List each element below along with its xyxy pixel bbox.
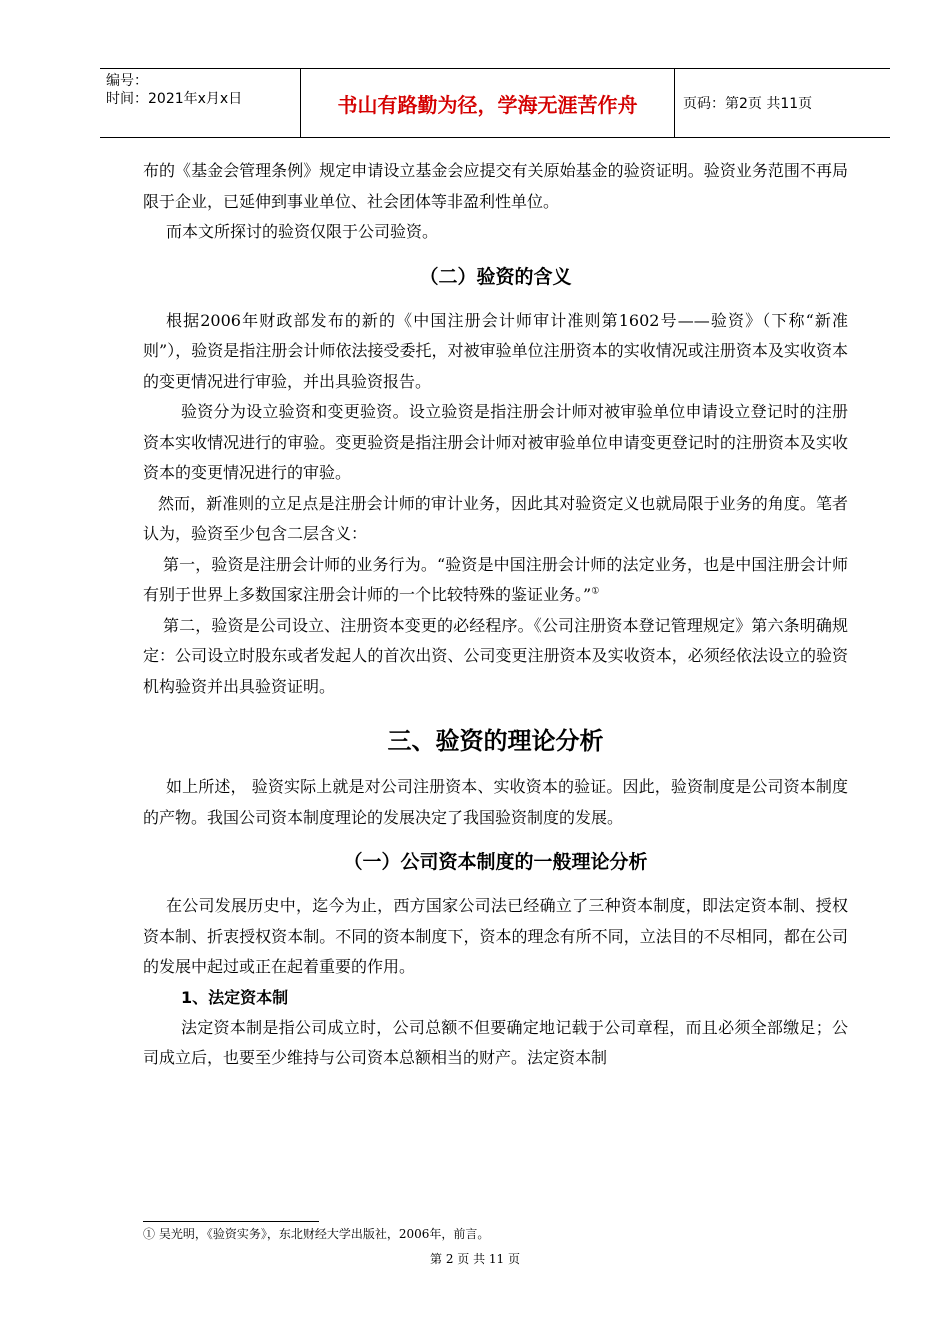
section-heading: 三、验资的理论分析 — [387, 727, 604, 755]
paragraph: 法定资本制是指公司成立时，公司总额不但要确定地记载于公司章程，而且必须全部缴足；公司成立后，也要至少维持与公司资本总额相当的财产。法定资本制 — [143, 1017, 848, 1067]
footnote-reference[interactable]: ① — [591, 586, 600, 597]
footnote-separator — [143, 1221, 319, 1222]
subsection-heading: （一）公司资本制度的一般理论分析 — [343, 851, 648, 873]
paragraph: 如上所述， 验资实际上就是对公司注册资本、实收资本的验证。因此，验资制度是公司资本制度的产物。我国公司资本制度理论的发展决定了我国验资制度的发展。 — [143, 777, 848, 827]
header-page-info: 页码：第2页 共11页 — [683, 96, 813, 112]
item-heading: 1、法定资本制 — [181, 987, 289, 1007]
paragraph-with-footnote — [143, 550, 848, 611]
page-footer: 第 2 页 共 11 页 — [430, 1252, 520, 1266]
header-meta — [100, 69, 300, 137]
paragraph: 然而，新准则的立足点是注册会计师的审计业务，因此其对验资定义也就局限于业务的角度。笔者认为，验资至少包含二层含义： — [143, 493, 848, 543]
paragraph: 而本文所探讨的验资仅限于公司验资。 — [166, 222, 439, 241]
paragraph: 第二，验资是公司设立、注册资本变更的必经程序。《公司注册资本登记管理规定》第六条明确规定：公司设立时股东或者发起人的首次出资、公司变更注册资本及实收资本，必须经依法设立的验资机构验资并出具验资证明。 — [143, 615, 848, 696]
footnote-text: ① 吴光明，《验资实务》，东北财经大学出版社，2006年，前言。 — [143, 1227, 490, 1241]
header-number-label: 编号： — [106, 73, 148, 89]
subsection-heading: （二）验资的含义 — [419, 265, 572, 288]
header-motto: 书山有路勤为径，学海无涯苦作舟 — [300, 69, 675, 137]
header-time-label: 时间：2021年x月x日 — [106, 91, 243, 107]
paragraph: 验资分为设立验资和变更验资。设立验资是指注册会计师对被审验单位申请设立登记时的注册资本实收情况进行的审验。变更验资是指注册会计师对被审验单位申请变更登记时的注册资本及实收资本的变更情况进行的审验。 — [143, 402, 848, 482]
paragraph-text: 第一，验资是注册会计师的业务行为。“验资是中国注册会计师的法定业务，也是中国注册会计师有别于世界上多数国家注册会计师的一个比较特殊的鉴证业务。” — [143, 554, 848, 604]
document-header — [100, 68, 890, 138]
document-body — [143, 156, 848, 1074]
paragraph: 在公司发展历史中，迄今为止，西方国家公司法已经确立了三种资本制度，即法定资本制、授权资本制、折衷授权资本制。不同的资本制度下，资本的理念有所不同，立法目的不尽相同，都在公司的发展中起过或正在起着重要的作用。 — [143, 896, 848, 976]
paragraph: 根据2006年财政部发布的新的《中国注册会计师审计准则第1602号——验资》（下称“新准则”），验资是指注册会计师依法接受委托，对被审验单位注册资本的实收情况或注册资本及实收资本的变更情况进行审验，并出具验资报告。 — [143, 310, 848, 391]
paragraph: 布的《基金会管理条例》规定申请设立基金会应提交有关原始基金的验资证明。验资业务范围不再局限于企业，已延伸到事业单位、社会团体等非盈利性单位。 — [143, 161, 848, 211]
